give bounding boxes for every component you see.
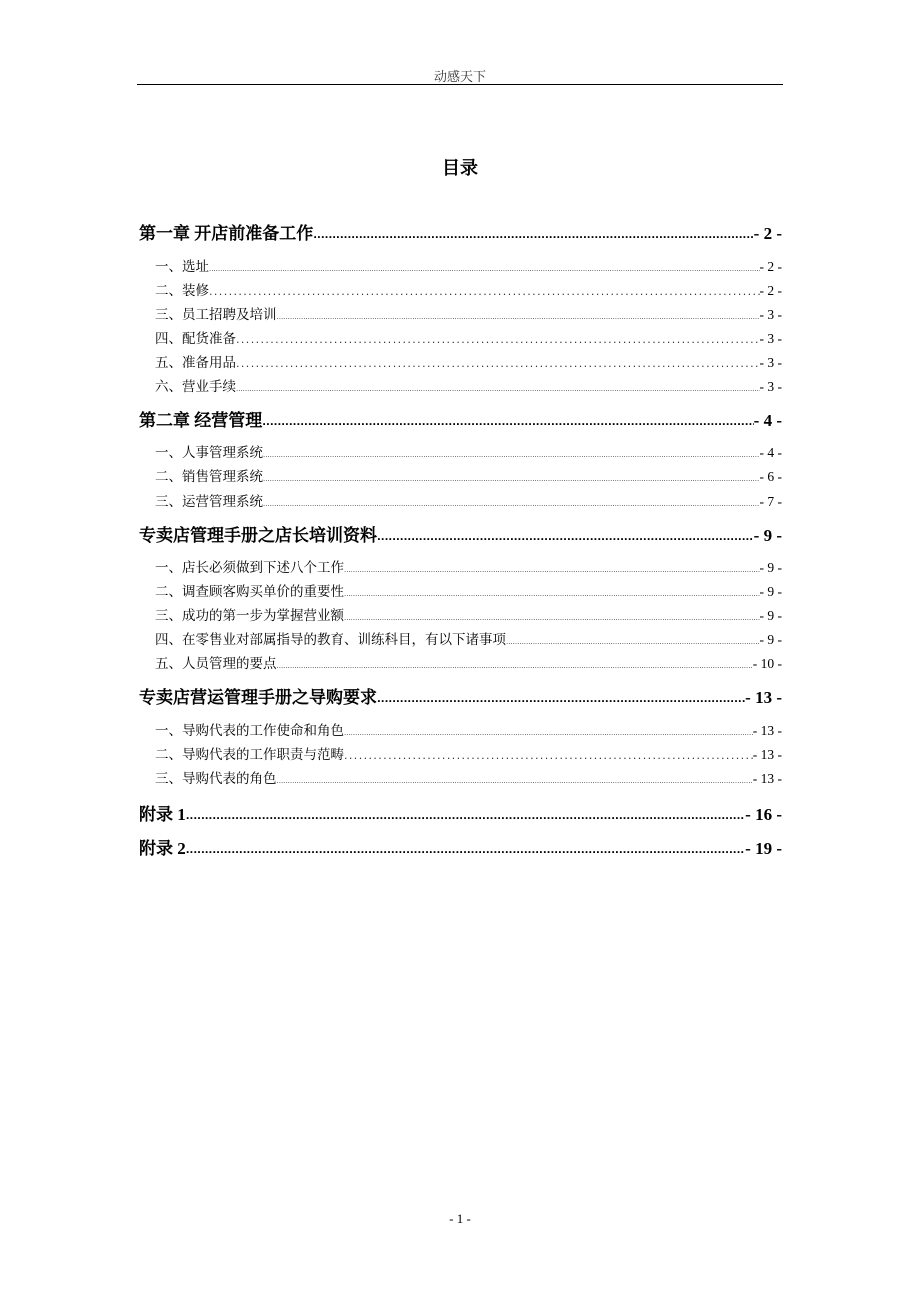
toc-entry-label: 一、选址 xyxy=(155,259,209,274)
toc-dot-leader xyxy=(186,809,745,825)
toc-entry-page: - 2 - xyxy=(759,283,782,298)
toc-section-entry[interactable] xyxy=(139,721,782,739)
toc-chapter-entry[interactable] xyxy=(139,837,782,859)
toc-dot-leader xyxy=(344,727,753,739)
toc-section-entry[interactable] xyxy=(139,467,782,485)
toc-chapter-entry[interactable] xyxy=(139,686,782,708)
toc-entry-page: - 9 - xyxy=(759,560,782,575)
toc-dot-leader xyxy=(236,333,760,347)
toc-entry-page: - 10 - xyxy=(752,656,782,671)
toc-entry-label: 二、导购代表的工作职责与范畴 xyxy=(155,747,344,762)
toc-entry-label: 一、导购代表的工作使命和角色 xyxy=(155,723,344,738)
toc-entry-page: - 4 - xyxy=(753,411,782,430)
toc-entry-label: 三、成功的第一步为掌握营业额 xyxy=(155,608,344,623)
toc-entry-label: 五、准备用品 xyxy=(155,355,236,370)
toc-dot-leader xyxy=(313,228,753,244)
toc-section-entry[interactable] xyxy=(139,630,782,648)
toc-entry-page: - 13 - xyxy=(745,688,782,707)
toc-section-entry[interactable] xyxy=(139,769,782,787)
toc-entry-page: - 9 - xyxy=(759,584,782,599)
page-number: - 1 - xyxy=(449,1211,471,1226)
toc-section-entry[interactable] xyxy=(139,443,782,461)
toc-entry-page: - 13 - xyxy=(752,771,782,786)
toc-dot-leader xyxy=(209,263,760,275)
toc-dot-leader xyxy=(377,530,754,546)
toc-entry-page: - 7 - xyxy=(759,494,782,509)
toc-section-entry[interactable] xyxy=(139,582,782,600)
toc-entry-page: - 13 - xyxy=(752,723,782,738)
toc-section-entry[interactable] xyxy=(139,606,782,624)
toc-entry-label: 三、运营管理系统 xyxy=(155,494,263,509)
toc-entry-label: 附录 2 xyxy=(139,839,186,858)
toc-dot-leader xyxy=(277,775,753,787)
toc-entry-page: - 9 - xyxy=(759,632,782,647)
toc-entry-label: 三、员工招聘及培训 xyxy=(155,307,277,322)
header-divider xyxy=(137,84,783,85)
toc-entry-page: - 13 - xyxy=(752,747,782,762)
page-header: 动感天下 xyxy=(433,69,486,84)
toc-entry-page: - 3 - xyxy=(759,307,782,322)
toc-entry-page: - 2 - xyxy=(753,224,782,243)
toc-section-entry[interactable] xyxy=(139,558,782,576)
toc-entry-label: 专卖店管理手册之店长培训资料 xyxy=(139,526,377,545)
toc-entry-label: 一、人事管理系统 xyxy=(155,445,263,460)
toc-entry-label: 六、营业手续 xyxy=(155,379,236,394)
toc-dot-leader xyxy=(277,311,760,323)
toc-dot-leader xyxy=(263,498,760,510)
toc-section-entry[interactable] xyxy=(139,353,782,371)
toc-dot-leader xyxy=(344,749,753,763)
toc-dot-leader xyxy=(262,415,753,431)
toc-dot-leader xyxy=(236,383,760,395)
toc-entry-page: - 3 - xyxy=(759,379,782,394)
toc-section-entry[interactable] xyxy=(139,745,782,763)
toc-dot-leader xyxy=(277,660,753,672)
toc-chapter-entry[interactable] xyxy=(139,409,782,431)
toc-entry-page: - 4 - xyxy=(759,445,782,460)
toc-entry-page: - 9 - xyxy=(753,526,782,545)
toc-entry-page: - 16 - xyxy=(745,805,782,824)
toc-section-entry[interactable] xyxy=(139,329,782,347)
toc-entry-label: 二、调查顾客购买单价的重要性 xyxy=(155,584,344,599)
toc-section-entry[interactable] xyxy=(139,281,782,299)
toc-dot-leader xyxy=(186,843,745,859)
toc-entry-page: - 6 - xyxy=(759,469,782,484)
toc-entry-page: - 19 - xyxy=(745,839,782,858)
toc-entry-label: 第一章 开店前准备工作 xyxy=(139,224,314,243)
toc-entry-label: 五、人员管理的要点 xyxy=(155,656,277,671)
toc-entry-page: - 2 - xyxy=(759,259,782,274)
toc-entry-page: - 3 - xyxy=(759,355,782,370)
toc-entry-label: 附录 1 xyxy=(139,805,186,824)
toc-section-entry[interactable] xyxy=(139,305,782,323)
toc-section-entry[interactable] xyxy=(139,654,782,672)
toc-chapter-entry[interactable] xyxy=(139,524,782,546)
toc-dot-leader xyxy=(506,636,760,648)
toc-entry-label: 四、在零售业对部属指导的教育、训练科目，有以下诸事项 xyxy=(155,632,506,647)
toc-dot-leader xyxy=(344,588,760,600)
toc-dot-leader xyxy=(263,449,760,461)
toc-section-entry[interactable] xyxy=(139,257,782,275)
toc-section-entry[interactable] xyxy=(139,377,782,395)
toc-entry-label: 三、导购代表的角色 xyxy=(155,771,277,786)
toc-chapter-entry[interactable] xyxy=(139,222,782,244)
toc-entry-label: 二、销售管理系统 xyxy=(155,469,263,484)
toc-entry-label: 二、装修 xyxy=(155,283,209,298)
toc-dot-leader xyxy=(263,473,760,485)
toc-entry-page: - 9 - xyxy=(759,608,782,623)
toc-dot-leader xyxy=(377,692,745,708)
toc-section-entry[interactable] xyxy=(139,492,782,510)
toc-chapter-entry[interactable] xyxy=(139,803,782,825)
toc-dot-leader xyxy=(344,564,760,576)
toc-entry-label: 专卖店营运管理手册之导购要求 xyxy=(139,688,377,707)
toc-entry-label: 第二章 经营管理 xyxy=(139,411,263,430)
toc-entry-label: 一、店长必须做到下述八个工作 xyxy=(155,560,344,575)
toc-entry-label: 四、配货准备 xyxy=(155,331,236,346)
toc-dot-leader xyxy=(209,285,760,299)
toc-dot-leader xyxy=(344,612,760,624)
toc-dot-leader xyxy=(236,357,760,371)
toc-entry-page: - 3 - xyxy=(759,331,782,346)
toc-title: 目录 xyxy=(442,158,478,178)
